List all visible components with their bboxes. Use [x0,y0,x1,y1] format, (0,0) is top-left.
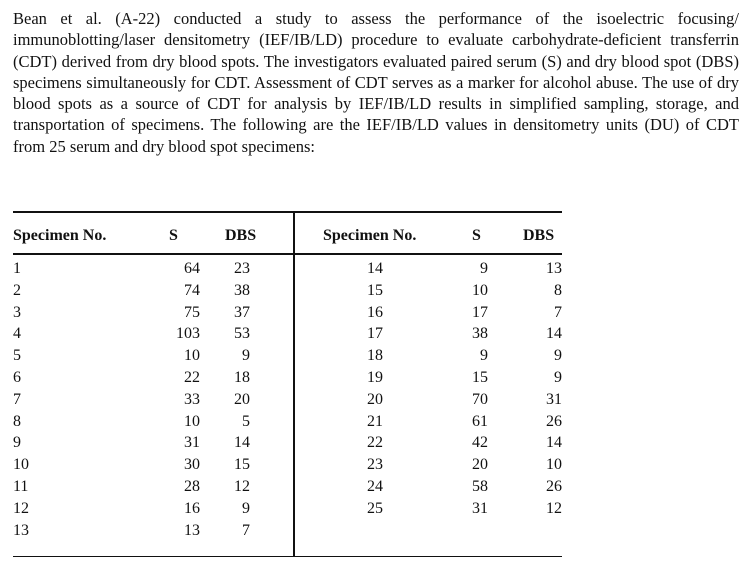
table-row [323,347,563,368]
table-row [13,434,293,455]
dbs-value-cell: 5 [242,412,250,430]
dbs-value-cell: 26 [546,412,562,430]
data-table [13,211,562,557]
specimen-number-cell: 18 [367,347,383,365]
table-row [13,260,293,281]
specimen-number-cell: 23 [367,456,383,474]
s-value-cell: 38 [472,325,488,343]
table-row [13,369,293,390]
specimen-number-cell: 25 [367,499,383,517]
s-value-cell: 42 [472,434,488,452]
s-value-cell: 58 [472,478,488,495]
table-row [323,325,563,346]
table-row [13,413,293,434]
header-s-left: S [169,227,178,244]
s-value-cell: 10 [184,347,200,365]
dbs-value-cell: 8 [554,281,562,299]
dbs-value-cell: 53 [234,325,250,343]
table-row [13,391,293,412]
s-value-cell: 20 [472,456,488,474]
dbs-value-cell: 7 [554,303,562,321]
s-value-cell: 33 [184,390,200,408]
s-value-cell: 31 [184,434,200,452]
s-value-cell: 30 [184,456,200,474]
dbs-value-cell: 7 [242,521,250,539]
specimen-number-cell: 6 [13,369,21,386]
s-value-cell: 10 [184,412,200,430]
header-s-right: S [472,227,481,244]
s-value-cell: 75 [184,303,200,321]
dbs-value-cell: 26 [546,478,562,495]
dbs-value-cell: 9 [242,499,250,517]
table-row [13,522,293,543]
header-dbs-left: DBS [225,227,257,244]
specimen-number-cell: 9 [13,434,21,452]
s-value-cell: 31 [472,499,488,517]
s-value-cell: 22 [184,369,200,386]
table-row [323,478,563,499]
dbs-value-cell: 14 [546,325,562,343]
s-value-cell: 9 [480,260,488,277]
specimen-number-cell: 11 [13,478,29,495]
s-value-cell: 64 [184,260,200,277]
dbs-value-cell: 31 [546,390,562,408]
specimen-number-cell: 21 [367,412,383,430]
table-row [323,413,563,434]
s-value-cell: 70 [472,390,488,408]
problem-paragraph: Bean et al. (A-22) conducted a study to assess the performance of the isoelectric focusing/ immunoblotting/laser densitometry (IEF/IB/LD) procedure to evaluate carbohydrate-deficient transferrin (CDT) derived from dry blood spots. The investigators evaluated paired serum (S) and dry blood spot (DBS) specimens simultaneously for CDT. Assessment of CDT serves as a marker for alcohol abuse. The use of dry blood spots as a source of CDT for analysis by IEF/IB/LD results in simplified sampling, storage, and transportation of specimens. The following are the IEF/IB/LD values in densitometry units (DU) of CDT from 25 serum and dry blood spot specimens: [13,9,739,156]
table-row [13,304,293,325]
dbs-value-cell: 9 [242,347,250,365]
s-value-cell: 28 [184,478,200,495]
table-row [13,478,293,499]
table-row [323,282,563,303]
table-row [323,304,563,325]
table-row [13,347,293,368]
specimen-number-cell: 12 [13,499,29,517]
s-value-cell: 13 [184,521,200,539]
specimen-number-cell: 24 [367,478,383,495]
dbs-value-cell: 20 [234,390,250,408]
specimen-number-cell: 8 [13,412,21,430]
table-center-divider [293,213,295,556]
dbs-value-cell: 18 [234,369,250,386]
dbs-value-cell: 14 [234,434,250,452]
table-row [323,456,563,477]
dbs-value-cell: 12 [234,478,250,495]
s-value-cell: 15 [472,369,488,386]
specimen-number-cell: 10 [13,456,29,474]
s-value-cell: 103 [176,325,200,343]
header-specimen-right: Specimen No. [323,227,417,244]
table-row [13,282,293,303]
table-row [323,260,563,281]
header-rule-right [294,253,562,255]
specimen-number-cell: 22 [367,434,383,452]
specimen-number-cell: 4 [13,325,21,343]
table-row [323,369,563,390]
specimen-number-cell: 1 [13,260,21,277]
s-value-cell: 61 [472,412,488,430]
s-value-cell: 16 [184,499,200,517]
specimen-number-cell: 14 [367,260,383,277]
specimen-number-cell: 13 [13,521,29,539]
s-value-cell: 9 [480,347,488,365]
dbs-value-cell: 10 [546,456,562,474]
s-value-cell: 17 [472,303,488,321]
table-row [13,325,293,346]
header-dbs-right: DBS [523,227,555,244]
table-row [13,456,293,477]
specimen-number-cell: 17 [367,325,383,343]
specimen-number-cell: 7 [13,390,21,408]
dbs-value-cell: 37 [234,303,250,321]
dbs-value-cell: 13 [546,260,562,277]
specimen-number-cell: 15 [367,281,383,299]
dbs-value-cell: 14 [546,434,562,452]
specimen-number-cell: 19 [367,369,383,386]
dbs-value-cell: 9 [554,347,562,365]
dbs-value-cell: 12 [546,499,562,517]
table-row [13,500,293,521]
specimen-number-cell: 5 [13,347,21,365]
specimen-number-cell: 3 [13,303,21,321]
dbs-value-cell: 38 [234,281,250,299]
specimen-number-cell: 2 [13,281,21,299]
specimen-number-cell: 16 [367,303,383,321]
table-row [323,434,563,455]
header-specimen-left: Specimen No. [13,227,107,244]
table-row [323,391,563,412]
dbs-value-cell: 23 [234,260,250,277]
dbs-value-cell: 9 [554,369,562,386]
specimen-number-cell: 20 [367,390,383,408]
s-value-cell: 74 [184,281,200,299]
header-rule-left [13,253,293,255]
dbs-value-cell: 15 [234,456,250,474]
s-value-cell: 10 [472,281,488,299]
table-row [323,500,563,521]
